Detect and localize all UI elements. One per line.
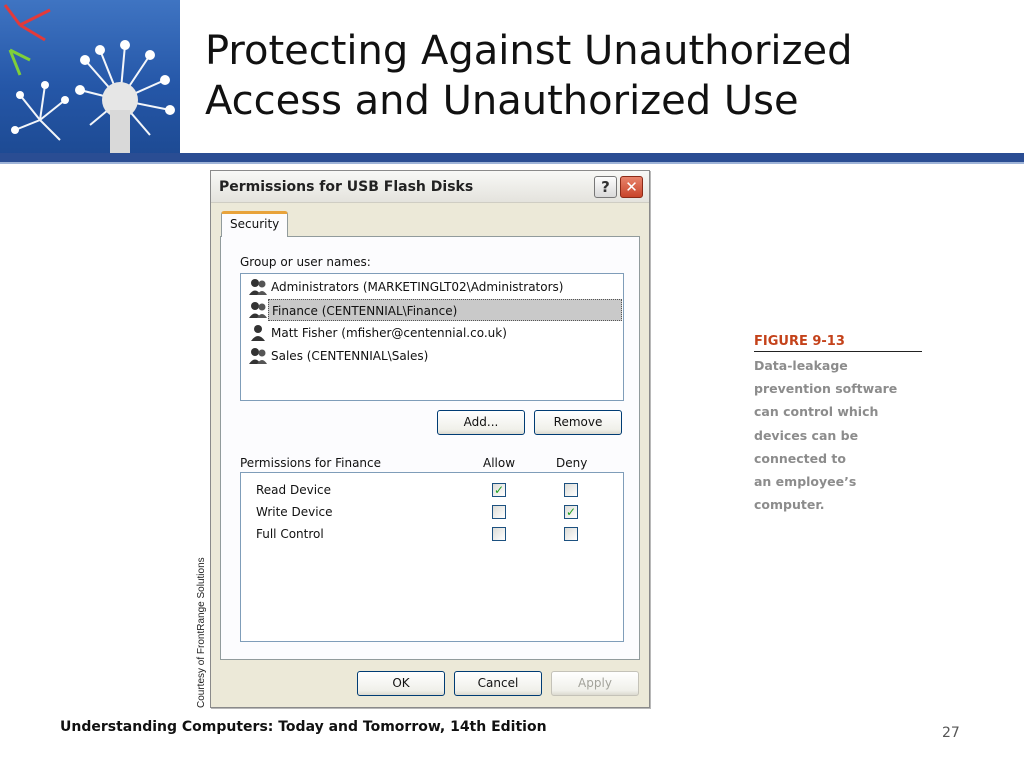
deny-column-header: Deny	[556, 456, 588, 470]
figure-caption	[754, 354, 954, 516]
caption-line: devices can be	[754, 427, 859, 443]
figure-label: FIGURE 9-13	[754, 334, 845, 349]
write-device-allow-checkbox[interactable]	[492, 505, 506, 519]
header-rule	[0, 153, 1024, 162]
slide-title-line-1: Protecting Against Unauthorized	[205, 28, 853, 74]
list-item-label: Finance (CENTENNIAL\Finance)	[272, 304, 458, 318]
read-device-allow-checkbox[interactable]: ✓	[493, 483, 505, 497]
list-item-matt-fisher[interactable]	[245, 322, 619, 344]
permissions-dialog	[210, 170, 650, 708]
tab-security[interactable]: Security	[221, 211, 288, 237]
user-icon	[248, 324, 268, 342]
list-item-finance[interactable]	[268, 299, 622, 321]
figure-rule	[754, 351, 922, 352]
remove-button[interactable]: Remove	[534, 410, 622, 435]
permissions-label: Permissions for Finance	[240, 456, 382, 470]
write-device-deny-checkbox[interactable]: ✓	[565, 505, 577, 519]
image-credit: Courtesy of FrontRange Solutions	[196, 557, 207, 708]
cancel-button[interactable]: Cancel	[454, 671, 542, 696]
list-item-administrators[interactable]	[245, 276, 619, 298]
page-number: 27	[942, 725, 960, 741]
caption-line: connected to	[754, 450, 846, 466]
permission-read-device: Read Device	[256, 483, 332, 497]
security-tab-panel	[220, 236, 640, 660]
caption-line: an employee’s	[754, 474, 857, 490]
apply-button: Apply	[551, 671, 639, 696]
user-list[interactable]	[240, 273, 624, 401]
group-names-label: Group or user names:	[240, 255, 371, 269]
slide-title-line-2: Access and Unauthorized Use	[205, 78, 799, 124]
group-icon	[248, 347, 268, 365]
list-item-label: Sales (CENTENNIAL\Sales)	[271, 349, 429, 363]
list-item-label: Matt Fisher (mfisher@centennial.co.uk)	[271, 326, 507, 340]
dialog-title: Permissions for USB Flash Disks	[219, 179, 474, 195]
group-icon	[248, 301, 268, 319]
permission-full-control: Full Control	[256, 527, 324, 541]
list-item-sales[interactable]	[245, 345, 619, 367]
caption-line: computer.	[754, 497, 825, 513]
slide-title	[205, 26, 1005, 126]
dandelion-icon	[0, 0, 180, 156]
help-button[interactable]: ?	[594, 176, 617, 198]
caption-line: prevention software	[754, 381, 898, 397]
permission-write-device: Write Device	[256, 505, 333, 519]
header-rule-accent	[0, 162, 1024, 164]
list-item-label: Administrators (MARKETINGLT02\Administrators)	[271, 280, 564, 294]
full-control-allow-checkbox[interactable]	[492, 527, 506, 541]
group-icon	[248, 278, 268, 296]
ok-button[interactable]: OK	[357, 671, 445, 696]
allow-column-header: Allow	[483, 456, 516, 470]
caption-line: can control which	[754, 404, 879, 420]
add-button[interactable]: Add...	[437, 410, 525, 435]
permissions-list	[240, 472, 624, 642]
close-button[interactable]: ✕	[620, 176, 643, 198]
full-control-deny-checkbox[interactable]	[564, 527, 578, 541]
read-device-deny-checkbox[interactable]	[564, 483, 578, 497]
caption-line: Data-leakage	[754, 358, 848, 373]
slide-footer: Understanding Computers: Today and Tomorrow, 14th Edition	[60, 719, 547, 735]
dialog-titlebar[interactable]	[211, 171, 649, 203]
dandelion-logo	[0, 0, 180, 156]
